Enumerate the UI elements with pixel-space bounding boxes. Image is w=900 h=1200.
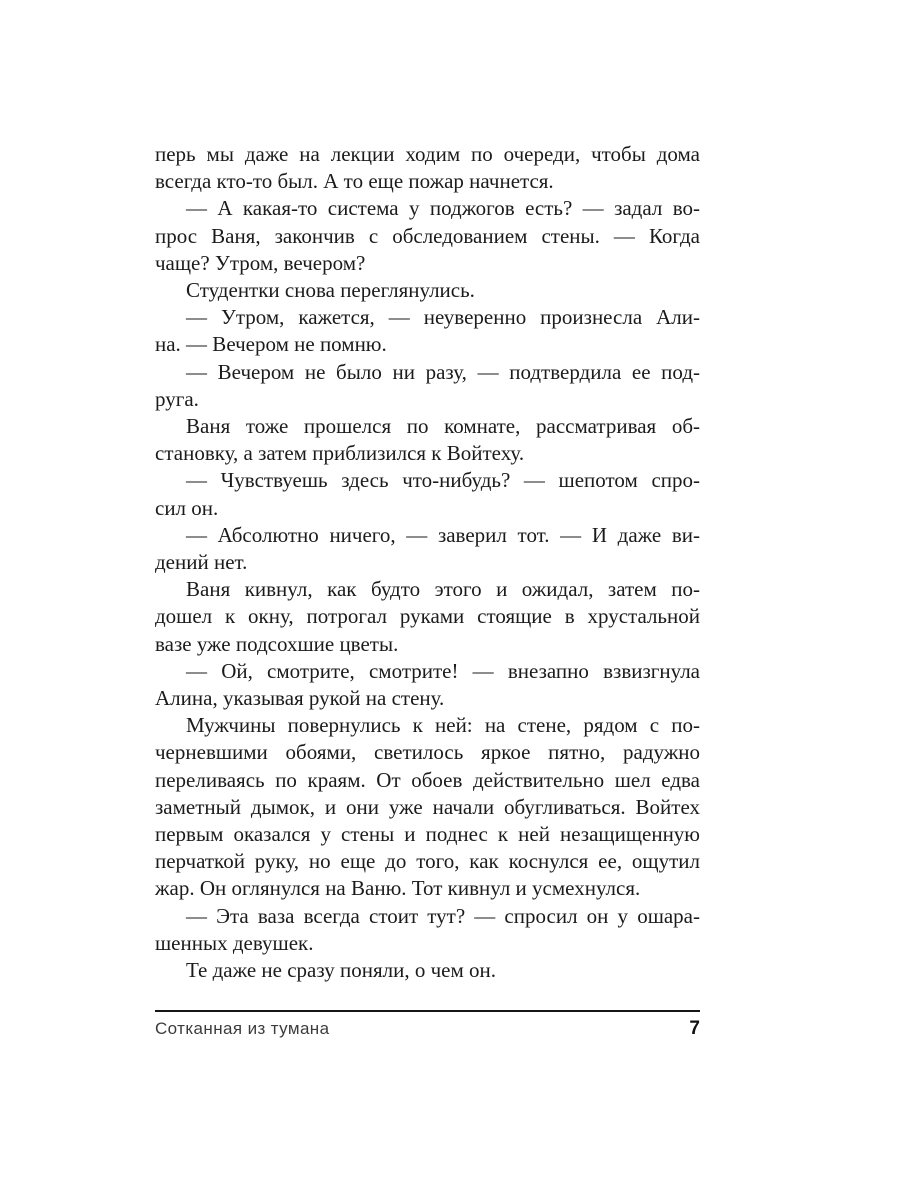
text-line: руга. [155, 386, 199, 411]
text-line: Алина, указывая рукой на стену. [155, 686, 445, 711]
text-line: дений нет. [155, 550, 248, 575]
text-line: — Эта ваза всегда стоит тут? — спросил он у ошара- [186, 903, 700, 928]
text-line: Студентки снова переглянулись. [186, 278, 475, 303]
paragraph [155, 522, 700, 576]
text-line: — Абсолютно ничего, — заверил тот. — И даже ви- [186, 522, 700, 547]
text-line: Мужчины повернулись к ней: на стене, рядом с по- [186, 713, 700, 738]
footer [155, 1010, 700, 1040]
paragraph [155, 658, 700, 712]
text-line: шенных девушек. [155, 930, 314, 955]
text-line: Ваня кивнул, как будто этого и ожидал, затем по- [186, 577, 700, 602]
text-line: перчаткой руку, но еще до того, как коснулся ее, ощутил [155, 849, 700, 874]
text-line: черневшими обоями, светилось яркое пятно, радужно [155, 740, 700, 765]
text-line: переливаясь по краям. От обоев действительно шел едва [155, 767, 700, 792]
text-line: — Ой, смотрите, смотрите! — внезапно взвизгнула [186, 658, 700, 683]
text-line: становку, а затем приблизился к Войтеху. [155, 441, 525, 466]
paragraph [155, 304, 700, 358]
text-line: первым оказался у стены и поднес к ней незащищенную [155, 822, 700, 847]
text-line: на. — Вечером не помню. [155, 332, 387, 357]
text-line: жар. Он оглянулся на Ваню. Тот кивнул и усмехнулся. [155, 876, 641, 901]
text-line: Те даже не сразу поняли, о чем он. [186, 958, 496, 983]
paragraph [155, 413, 700, 467]
page-text [155, 141, 700, 984]
text-line: Ваня тоже прошелся по комнате, рассматривая об- [186, 414, 700, 439]
paragraph [155, 903, 700, 957]
paragraph [155, 957, 700, 984]
text-line: — Вечером не было ни разу, — подтвердила ее под- [186, 359, 700, 384]
running-title: Сотканная из тумана [155, 1019, 330, 1038]
text-line: дошел к окну, потрогал руками стоящие в хрустальной [155, 604, 700, 629]
paragraph [155, 467, 700, 521]
paragraph [155, 141, 700, 195]
text-line: перь мы даже на лекции ходим по очереди, чтобы дома [155, 142, 700, 166]
text-line: заметный дымок, и они уже начали обугливаться. Войтех [155, 794, 700, 819]
text-line: чаще? Утром, вечером? [155, 250, 366, 275]
paragraph [155, 195, 700, 277]
text-line: вазе уже подсохшие цветы. [155, 631, 399, 656]
paragraph [155, 712, 700, 902]
paragraph [155, 359, 700, 413]
paragraph [155, 576, 700, 658]
text-line: сил он. [155, 495, 219, 520]
text-line: всегда кто-то был. А то еще пожар начнется. [155, 169, 554, 194]
paragraph [155, 277, 700, 304]
page-number: 7 [689, 1018, 700, 1039]
text-line: прос Ваня, закончив с обследованием стены. — Когда [155, 223, 700, 248]
text-line: — А какая-то система у поджогов есть? — задал во- [186, 196, 700, 221]
text-line: — Утром, кажется, — неуверенно произнесла Али- [186, 305, 700, 330]
text-line: — Чувствуешь здесь что-нибудь? — шепотом спро- [186, 468, 700, 493]
